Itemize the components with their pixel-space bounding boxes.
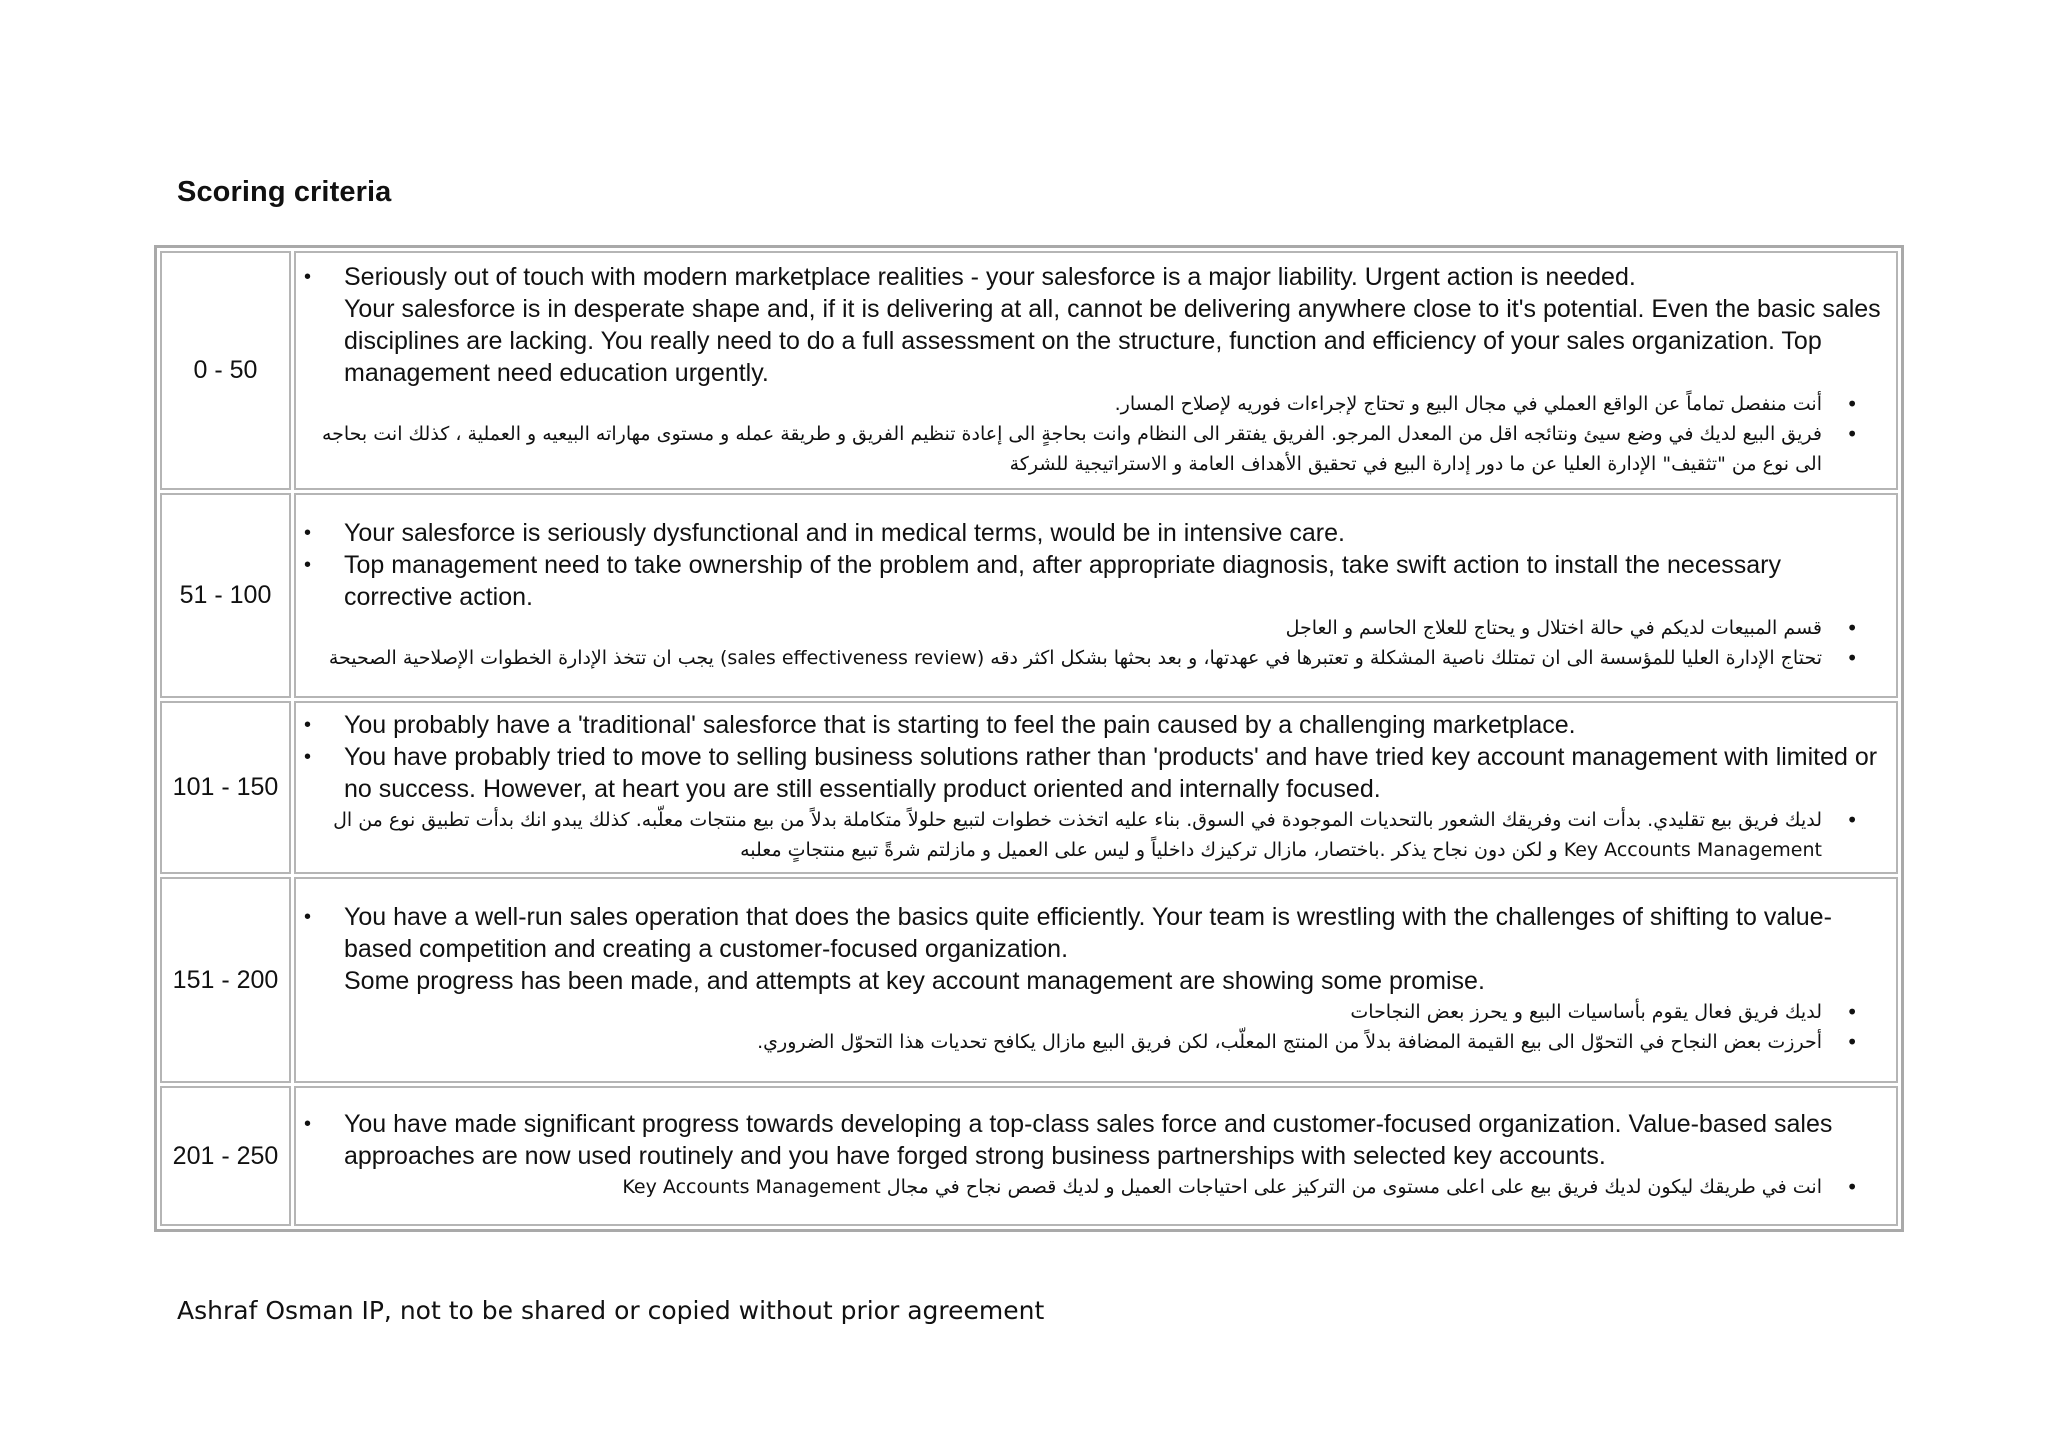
english-list: [296, 709, 1886, 805]
list-item: • قسم المبيعات لديكم في حالة اختلال و يحتاج للعلاج الحاسم و العاجل: [296, 613, 1886, 643]
score-range: 51 - 100: [160, 493, 291, 698]
english-list: [296, 261, 1886, 389]
table-row: [160, 251, 1898, 490]
list-item: • Top management need to take ownership of the problem and, after appropriate diagnosis, take swift action to install the necessary corrective action.: [296, 549, 1886, 613]
list-item: • لديك فريق فعال يقوم بأساسيات البيع و يحرز بعض النجاحات: [296, 997, 1886, 1027]
list-item: • أحرزت بعض النجاح في التحوّل الى بيع القيمة المضافة بدلاً من المنتج المعلّب، لكن فريق البيع مازال يكافح تحديات هذا التحوّل الضروري.: [296, 1027, 1886, 1057]
score-range: 151 - 200: [160, 877, 291, 1083]
arabic-list: [296, 997, 1886, 1057]
page-title: Scoring criteria: [177, 176, 392, 208]
arabic-list: [296, 389, 1886, 479]
criteria-cell: [294, 701, 1898, 874]
english-list: [296, 517, 1886, 613]
list-item: Some progress has been made, and attempts at key account management are showing some promise.: [344, 967, 1485, 995]
arabic-list: [296, 1172, 1886, 1202]
criteria-cell: [294, 877, 1898, 1083]
list-item: • Seriously out of touch with modern marketplace realities - your salesforce is a major liability. Urgent action is needed.: [296, 261, 1886, 293]
copyright-footer: Ashraf Osman IP, not to be shared or copied without prior agreement: [177, 1296, 1045, 1325]
english-list: [296, 1108, 1886, 1172]
list-item: • You have made significant progress towards developing a top-class sales force and customer-focused organization. Value-based sales approaches are now used routinely and you have forged strong business partnerships with selected key accounts.: [296, 1108, 1886, 1172]
scoring-table: [154, 245, 1904, 1232]
arabic-list: [296, 613, 1886, 673]
table-row: [160, 493, 1898, 698]
criteria-cell: [294, 1086, 1898, 1226]
table-row: [160, 701, 1898, 874]
arabic-list: [296, 805, 1886, 865]
list-item: • You probably have a 'traditional' salesforce that is starting to feel the pain caused by a challenging marketplace.: [296, 709, 1886, 741]
criteria-cell: [294, 251, 1898, 490]
list-item: • You have a well-run sales operation that does the basics quite efficiently. Your team is wrestling with the challenges of shifting to value-based competition and creating a customer-focused organization.: [296, 901, 1886, 965]
list-item: • فريق البيع لديك في وضع سيئ ونتائجه اقل من المعدل المرجو. الفريق يفتقر الى النظام وانت بحاجةٍ الى إعادة تنظيم الفريق و طريقة عمله و مستوى مهاراته البيعيه و العملية ، كذلك انت بحاجه الى نوع من "تثقيف" الإدارة العليا عن ما دور إدارة البيع في تحقيق الأهداف العامة و الاستراتيجية للشركة: [296, 419, 1886, 479]
score-range: 201 - 250: [160, 1086, 291, 1226]
list-item: • انت في طريقك ليكون لديك فريق بيع على اعلى مستوى من التركيز على احتياجات العميل و لديك قصص نجاح في مجال Key Accounts Management: [296, 1172, 1886, 1202]
criteria-cell: [294, 493, 1898, 698]
list-item: • Your salesforce is seriously dysfunctional and in medical terms, would be in intensive care.: [296, 517, 1886, 549]
list-item: • تحتاج الإدارة العليا للمؤسسة الى ان تمتلك ناصية المشكلة و تعتبرها في عهدتها، و بعد بحثها بشكل اكثر دقه (sales effectiveness review) يجب ان تتخذ الإدارة الخطوات الإصلاحية الصحيحة: [296, 643, 1886, 673]
score-range: 101 - 150: [160, 701, 291, 874]
table-row: [160, 877, 1898, 1083]
list-item: • أنت منفصل تماماً عن الواقع العملي في مجال البيع و تحتاج لإجراءات فوريه لإصلاح المسار.: [296, 389, 1886, 419]
list-item: • You have probably tried to move to selling business solutions rather than 'products' and have tried key account management with limited or no success. However, at heart you are still essentially product oriented and internally focused.: [296, 741, 1886, 805]
score-range: 0 - 50: [160, 251, 291, 490]
list-item: • لديك فريق بيع تقليدي. بدأت انت وفريقك الشعور بالتحديات الموجودة في السوق. بناء عليه اتخذت خطوات لتبيع حلولاً متكاملة بدلاً من بيع منتجات معلّبه. كذلك يبدو انك بدأت تطبيق نوع من ال Key Accounts Management و لكن دون نجاح يذكر .باختصار، مازال تركيزك داخلياً و ليس على العميل و مازلتم شرةً تبيع منتجاتٍ معلبه: [296, 805, 1886, 865]
table-row: [160, 1086, 1898, 1226]
english-list: [296, 901, 1886, 997]
list-item: Your salesforce is in desperate shape and, if it is delivering at all, cannot be delivering anywhere close to it's potential. Even the basic sales disciplines are lacking. You really need to do a full assessment on the structure, function and efficiency of your sales organization. Top management need education urgently.: [344, 294, 1881, 387]
